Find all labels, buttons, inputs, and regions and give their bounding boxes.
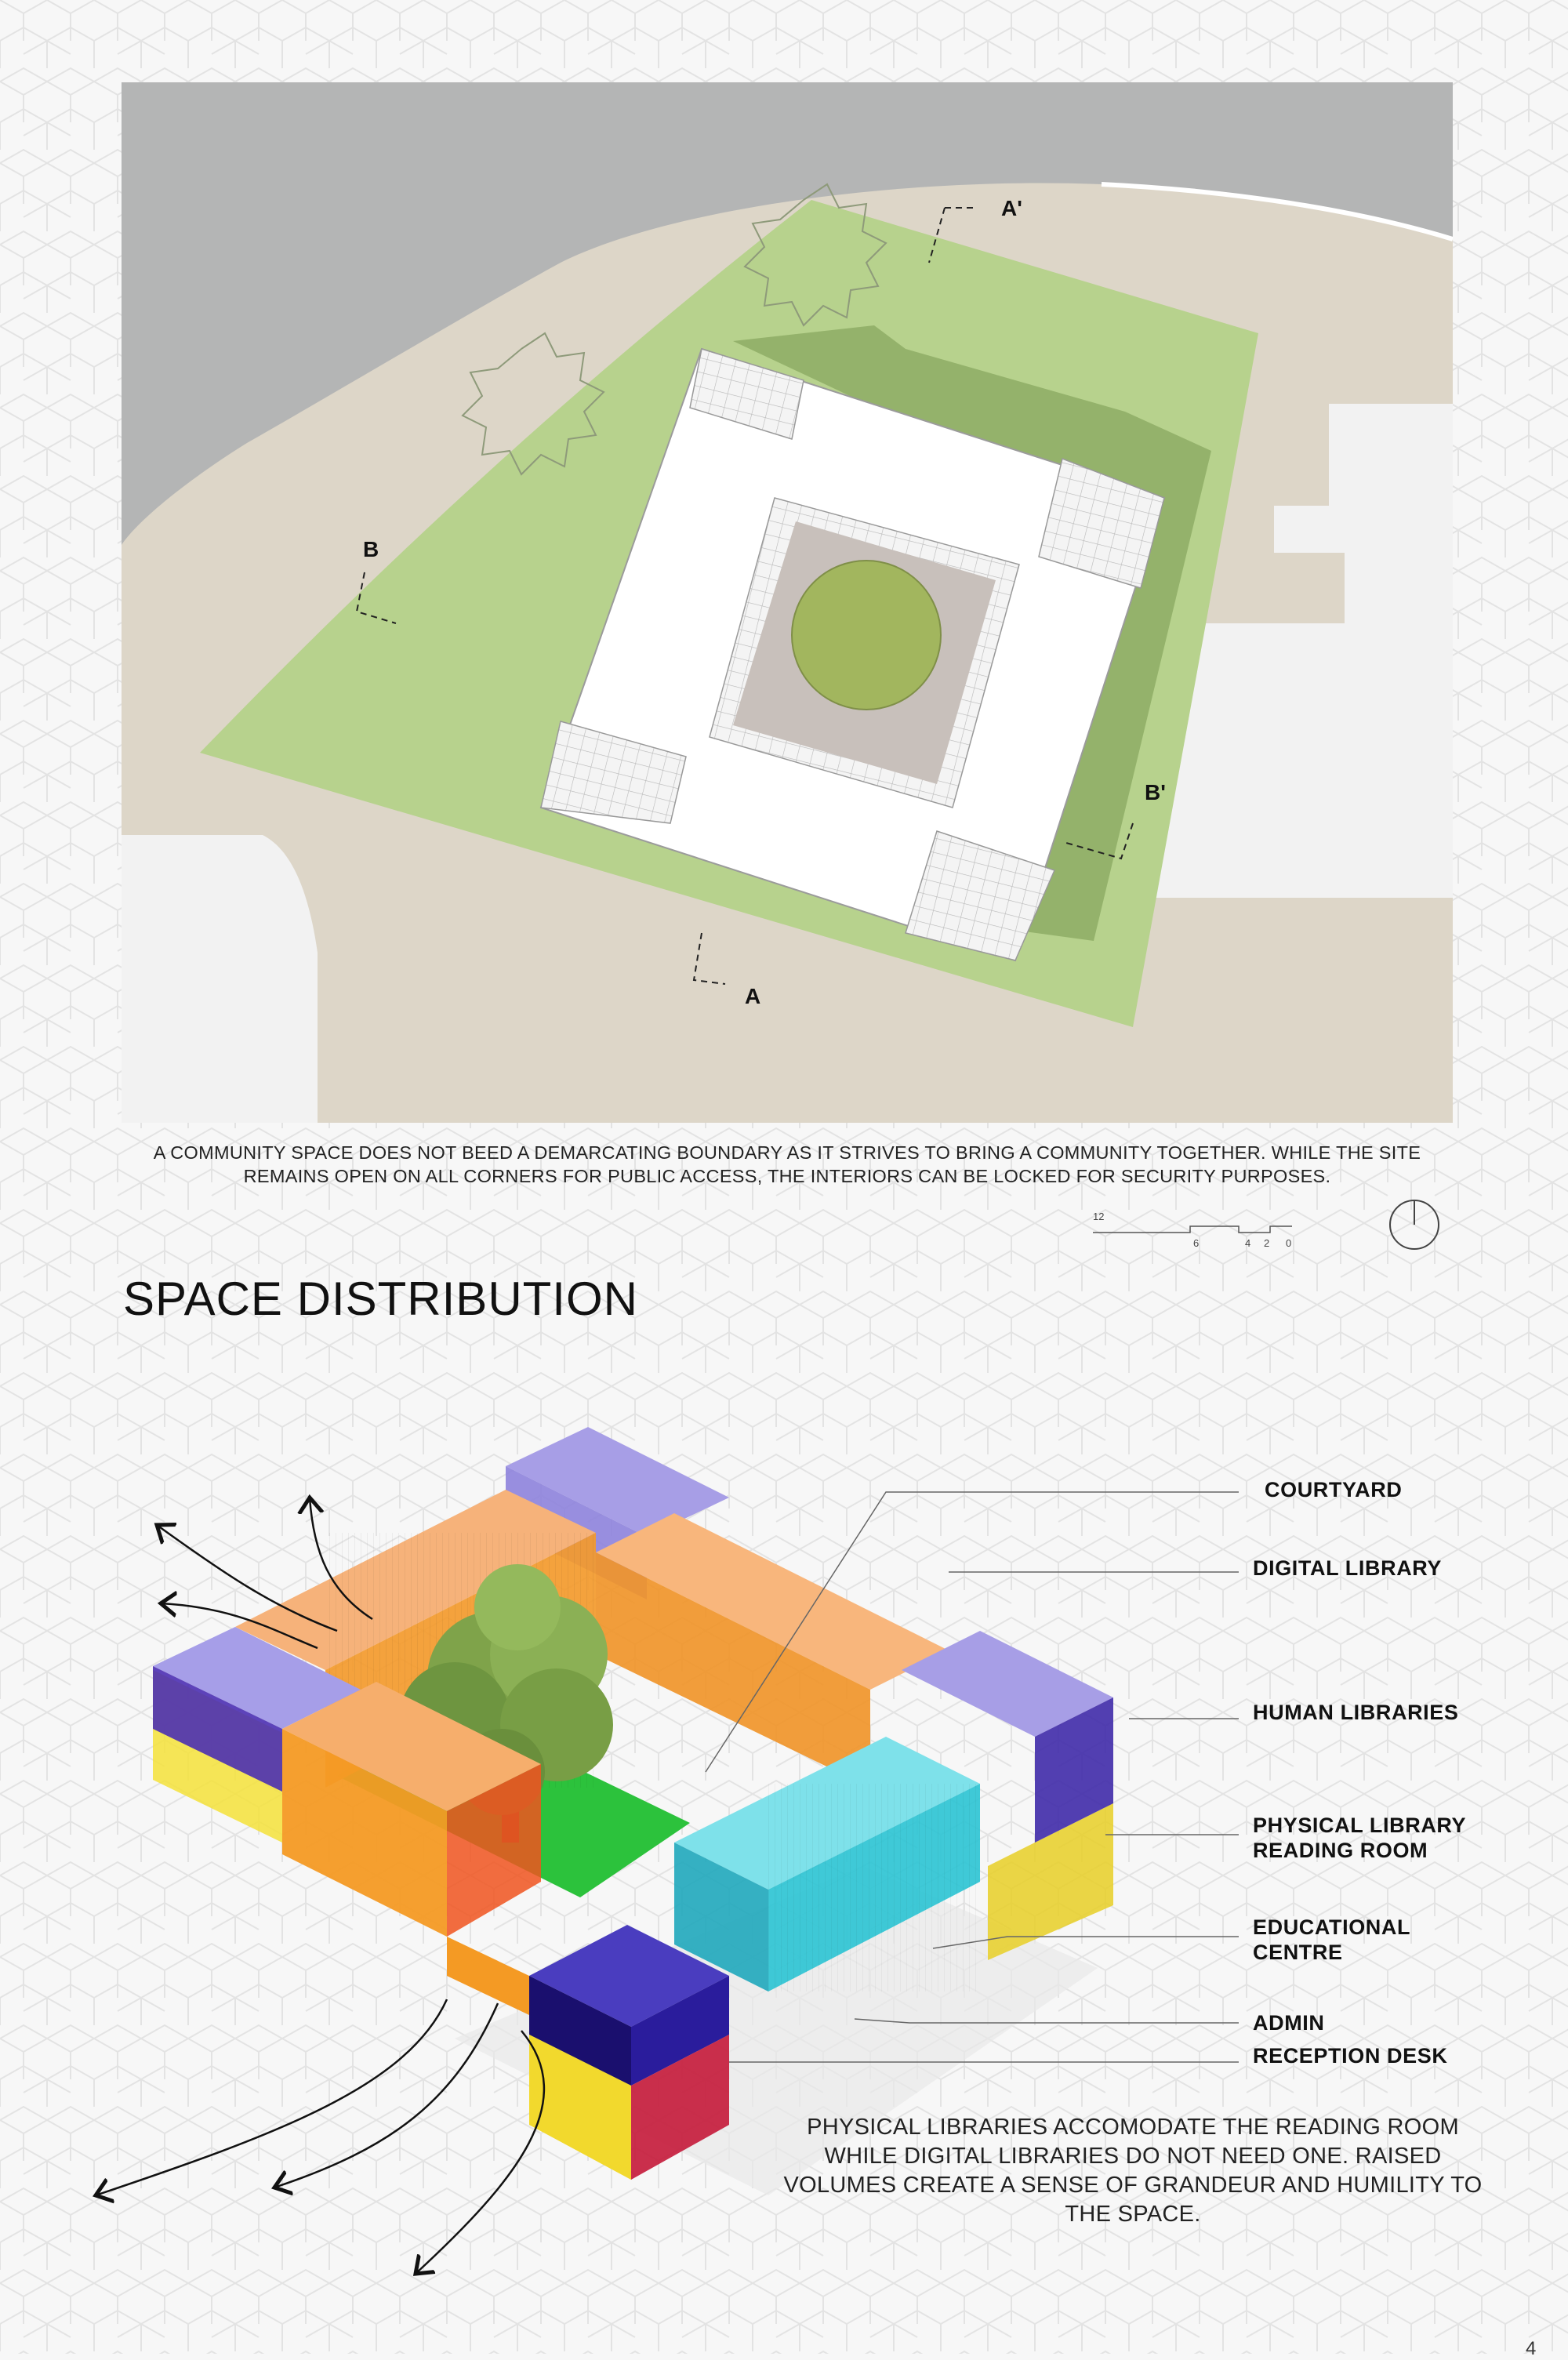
section-label-a-top: A' (1001, 196, 1022, 220)
legend-educational-centre (1253, 1915, 1410, 1965)
body-text: PHYSICAL LIBRARIES ACCOMODATE THE READING ROOM WHILE DIGITAL LIBRARIES DO NOT NEED ONE. RAISED VOLUMES CREATE A SENSE OF GRANDEUR AND HUMILITY TO THE SPACE. (783, 2115, 1483, 2227)
section-label-a-bottom: A (745, 984, 761, 1008)
legend-admin: ADMIN (1253, 2011, 1325, 2035)
section-title: SPACE DISTRIBUTION (123, 1273, 638, 1325)
legend-reception: RECEPTION DESK (1253, 2044, 1448, 2068)
courtyard-tree (792, 561, 941, 710)
page-number: 4 (1526, 2338, 1537, 2359)
scale-bar (1090, 1206, 1294, 1251)
scale-tick-4: 4 (1245, 1237, 1251, 1249)
plan-caption-line-2: REMAINS OPEN ON ALL CORNERS FOR PUBLIC ACCESS, THE INTERIORS CAN BE LOCKED FOR SECURITY PURPOSES. (243, 1166, 1331, 1186)
legend-educational-line-2: CENTRE (1253, 1941, 1343, 1964)
scale-tick-12: 12 (1093, 1211, 1105, 1222)
north-arrow-icon (1388, 1198, 1441, 1251)
plan-caption-line-1: A COMMUNITY SPACE DOES NOT BEED A DEMARCATING BOUNDARY AS IT STRIVES TO BRING A COMMUNITY TOGETHER. WHILE THE SITE (153, 1142, 1421, 1163)
scale-tick-2: 2 (1264, 1237, 1270, 1249)
section-label-b-left: B (363, 537, 379, 561)
legend-educational-line-1: EDUCATIONAL (1253, 1915, 1411, 1939)
circulation-arrow-5 (274, 2003, 498, 2188)
plan-caption (122, 1141, 1453, 1188)
legend-physical-library (1253, 1813, 1466, 1863)
legend-physical-library-line-2: READING ROOM (1253, 1839, 1428, 1862)
site-plan (122, 82, 1453, 1123)
scale-tick-0: 0 (1286, 1237, 1292, 1249)
legend-digital-library: DIGITAL LIBRARY (1253, 1556, 1442, 1580)
legend-courtyard: COURTYARD (1265, 1478, 1403, 1501)
digital-library-block-front-mid (447, 1937, 529, 2015)
legend-human-libraries: HUMAN LIBRARIES (1253, 1701, 1459, 1724)
section-label-b-right: B' (1145, 780, 1166, 804)
adjacent-building-left (122, 835, 318, 1123)
legend-physical-library-line-1: PHYSICAL LIBRARY (1253, 1814, 1467, 1837)
circulation-arrow-4 (96, 1999, 447, 2195)
scale-tick-6: 6 (1193, 1237, 1200, 1249)
